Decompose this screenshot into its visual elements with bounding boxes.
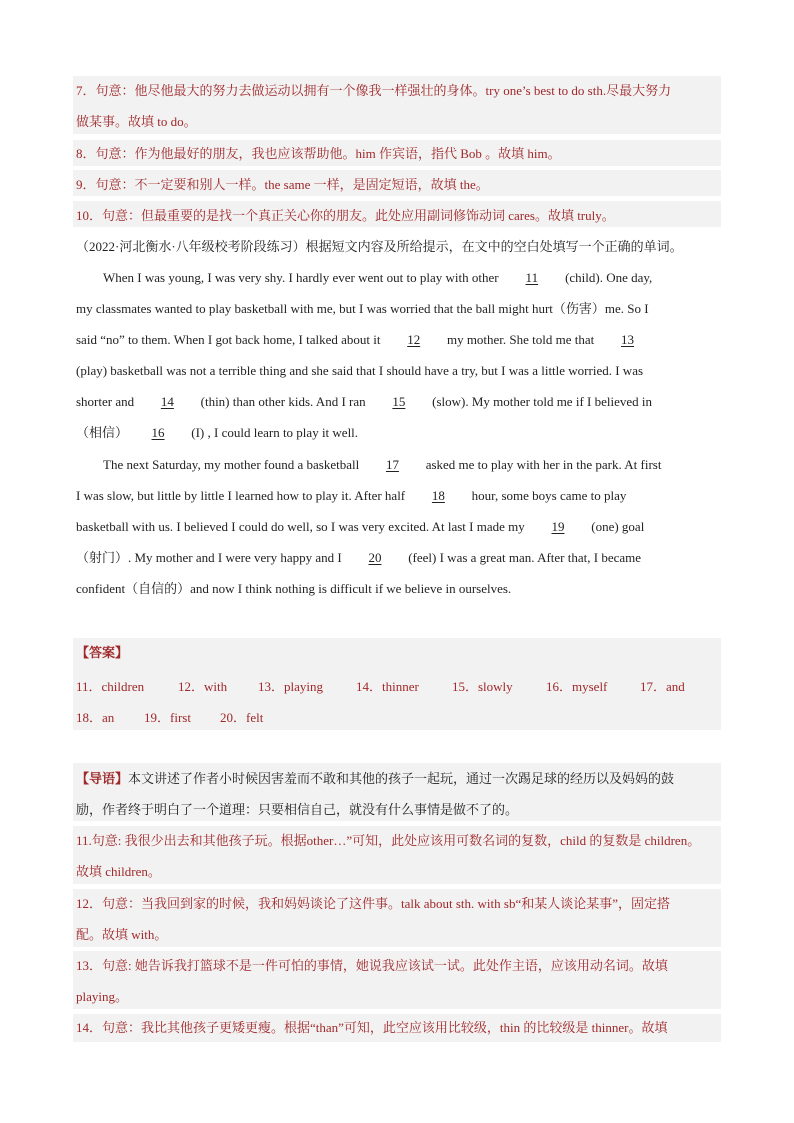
answer-item: 19．first [144, 710, 191, 725]
passage-line: (play) basketball was not a terrible thing and she said that I should have a try, but I was a little worried. I was [76, 363, 644, 378]
explanation-line: 配。故填 with。 [76, 927, 168, 942]
passage-line: （相信） 16 (I) , I could learn to play it well. [76, 425, 359, 440]
blank-16: 16 [151, 425, 165, 440]
explanation-line: 故填 children。 [76, 864, 161, 879]
answer-item: 17．and [640, 679, 685, 694]
passage-line: The next Saturday, my mother found a basketball 17 asked me to play with her in the park. At first [103, 457, 662, 472]
explanation-line: 11.句意: 我很少出去和其他孩子玩。根据other…”可知，此处应该用可数名词的复数，child 的复数是 children。 [76, 833, 701, 848]
passage-line: my classmates wanted to play basketball with me, but I was worried that the ball might hurt（伤害）me. So I [76, 301, 649, 316]
explanation-line: 9．句意：不一定要和别人一样。the same 一样，是固定短语，故填 the。 [76, 177, 489, 192]
explanation-line: playing。 [76, 989, 128, 1004]
answer-item: 12．with [178, 679, 228, 694]
explanation-line: 7．句意：他尽他最大的努力去做运动以拥有一个像我一样强壮的身体。try one’s best to do sth.尽最大努力 [76, 83, 672, 98]
passage-line: said “no” to them. When I got back home, I talked about it 12 my mother. She told me that 13 [76, 331, 724, 349]
answer-item: 11．children [76, 679, 145, 694]
answer-item: 16．myself [546, 679, 608, 694]
answer-item: 18．an [76, 710, 115, 725]
explanation-line: 13．句意: 她告诉我打篮球不是一件可怕的事情，她说我应该试一试。此处作主语，应该用动名词。故填 [76, 958, 668, 973]
instruction: （2022·河北衡水·八年级校考阶段练习）根据短文内容及所给提示，在文中的空白处填写一个正确的单词。 [76, 239, 683, 254]
explanation-line: 10．句意：但最重要的是找一个真正关心你的朋友。此处应用副词修饰动词 cares。故填 truly。 [76, 208, 615, 223]
answer-item: 20．felt [220, 710, 264, 725]
explanation-line: 12．句意：当我回到家的时候，我和妈妈谈论了这件事。talk about sth. with sb“和某人谈论某事”，固定搭 [76, 896, 671, 911]
blank-19: 19 [551, 519, 565, 534]
answer-item: 14．thinner [356, 679, 419, 694]
passage-line: When I was young, I was very shy. I hardly ever went out to play with other 11 (child). One day, [103, 270, 653, 285]
blank-14: 14 [160, 394, 174, 409]
passage-line: （射门）. My mother and I were very happy and I 20 (feel) I was a great man. After that, I became [76, 550, 642, 565]
blank-12: 12 [407, 332, 421, 347]
blank-13: 13 [621, 332, 635, 347]
guide-label: 【导语】 [76, 771, 129, 786]
passage-line: basketball with us. I believed I could do well, so I was very excited. At last I made my 19 (one) goal [76, 519, 645, 534]
answer-heading: 【答案】 [76, 645, 129, 660]
blank-15: 15 [392, 394, 406, 409]
answer-row [76, 676, 685, 695]
guide-line: 励，作者终于明白了一个道理：只要相信自己，就没有什么事情是做不了的。 [76, 802, 519, 817]
passage-line: confident（自信的）and now I think nothing is difficult if we believe in ourselves. [76, 581, 512, 596]
answer-item: 13．playing [258, 679, 323, 694]
explanation-line: 8．句意：作为他最好的朋友，我也应该帮助他。him 作宾语，指代 Bob 。故填 him。 [76, 146, 561, 161]
passage-line: shorter and 14 (thin) than other kids. And I ran 15 (slow). My mother told me if I believed in [76, 394, 652, 409]
passage-line: I was slow, but little by little I learned how to play it. After half 18 hour, some boys came to play [76, 488, 627, 503]
explanation-line: 做某事。故填 to do。 [76, 114, 197, 129]
blank-20: 20 [368, 550, 382, 565]
explanation-line: 14．句意：我比其他孩子更矮更瘦。根据“than”可知，此空应该用比较级，thin 的比较级是 thinner。故填 [76, 1020, 668, 1035]
guide-line: 【导语】本文讲述了作者小时候因害羞而不敢和其他的孩子一起玩，通过一次踢足球的经历以及妈妈的鼓 [76, 771, 675, 786]
blank-17: 17 [385, 457, 399, 472]
answer-row [76, 707, 263, 726]
blank-18: 18 [431, 488, 445, 503]
answer-item: 15．slowly [452, 679, 513, 694]
blank-11: 11 [525, 270, 539, 285]
